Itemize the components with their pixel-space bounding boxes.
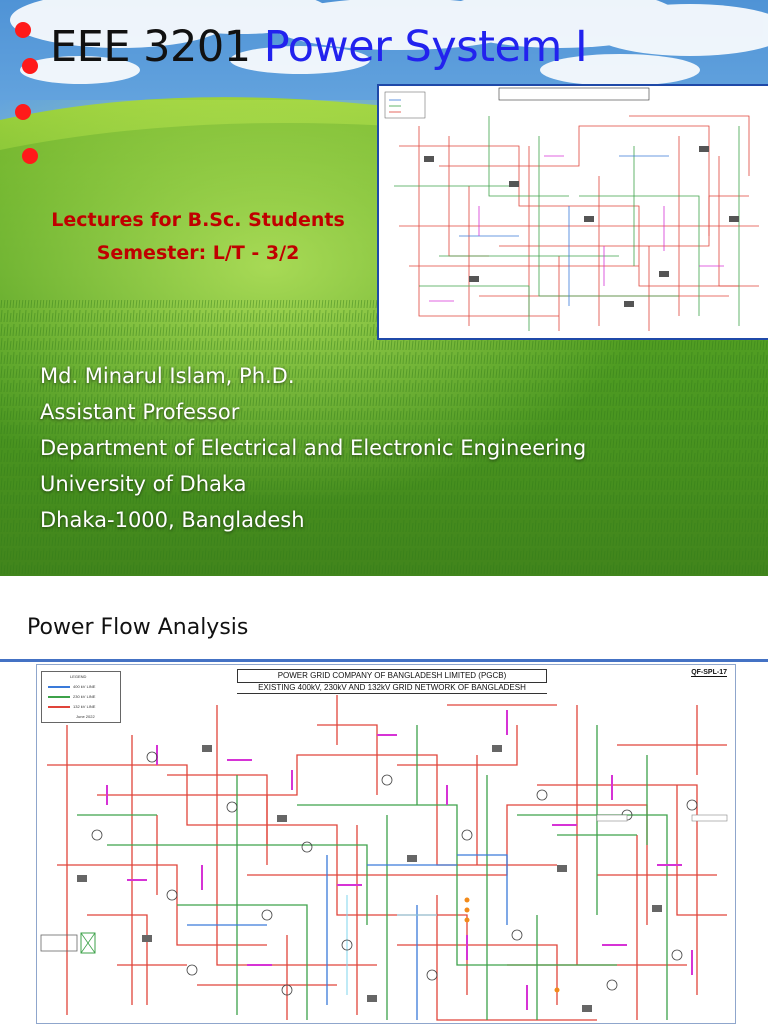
legend-swatch-132kv xyxy=(48,706,70,708)
legend-title: LEGEND xyxy=(70,674,87,679)
author-name: Md. Minarul Islam, Ph.D. xyxy=(40,364,295,388)
bullet-dot-3 xyxy=(15,104,31,120)
map-document-code: QF-SPL-17 xyxy=(691,669,727,676)
legend-label-132kv: 132 kV LINE xyxy=(73,704,96,709)
legend-swatch-230kv xyxy=(48,696,70,698)
slide-2-title: Power Flow Analysis xyxy=(27,615,249,640)
course-code: EEE 3201 xyxy=(50,22,251,72)
legend-swatch-400kv xyxy=(48,686,70,688)
legend-label-400kv: 400 kV LINE xyxy=(73,684,96,689)
author-address: Dhaka-1000, Bangladesh xyxy=(40,508,305,532)
legend-date: June 2022 xyxy=(76,714,95,719)
slide-title xyxy=(50,22,587,72)
bullet-dot-4 xyxy=(22,148,38,164)
bullet-dot-2 xyxy=(22,58,38,74)
lecture-subtitle xyxy=(18,204,378,270)
author-university: University of Dhaka xyxy=(40,472,247,496)
course-name: Power System I xyxy=(263,22,588,72)
legend-label-230kv: 230 kV LINE xyxy=(73,694,96,699)
legend-item-230kv xyxy=(48,694,116,700)
power-grid-map xyxy=(36,664,736,1024)
grid-network-thumbnail-drawing xyxy=(379,86,768,338)
author-department: Department of Electrical and Electronic Engineering xyxy=(40,436,587,460)
legend-item-400kv xyxy=(48,684,116,690)
map-header-line-1: POWER GRID COMPANY OF BANGLADESH LIMITED (PGCB) xyxy=(237,669,547,683)
author-position: Assistant Professor xyxy=(40,400,240,424)
legend-item-132kv xyxy=(48,704,116,710)
bullet-dot-1 xyxy=(15,22,31,38)
author-block xyxy=(40,358,586,538)
subtitle-line-1: Lectures for B.Sc. Students xyxy=(51,209,345,231)
map-legend xyxy=(41,671,121,723)
map-header xyxy=(237,669,547,694)
title-underline-rule xyxy=(0,659,768,662)
subtitle-line-2: Semester: L/T - 3/2 xyxy=(96,242,300,264)
grid-network-thumbnail xyxy=(377,84,768,340)
map-header-line-2: EXISTING 400kV, 230kV AND 132kV GRID NETWORK OF BANGLADESH xyxy=(237,683,547,694)
grid-network-drawing xyxy=(37,665,735,1023)
